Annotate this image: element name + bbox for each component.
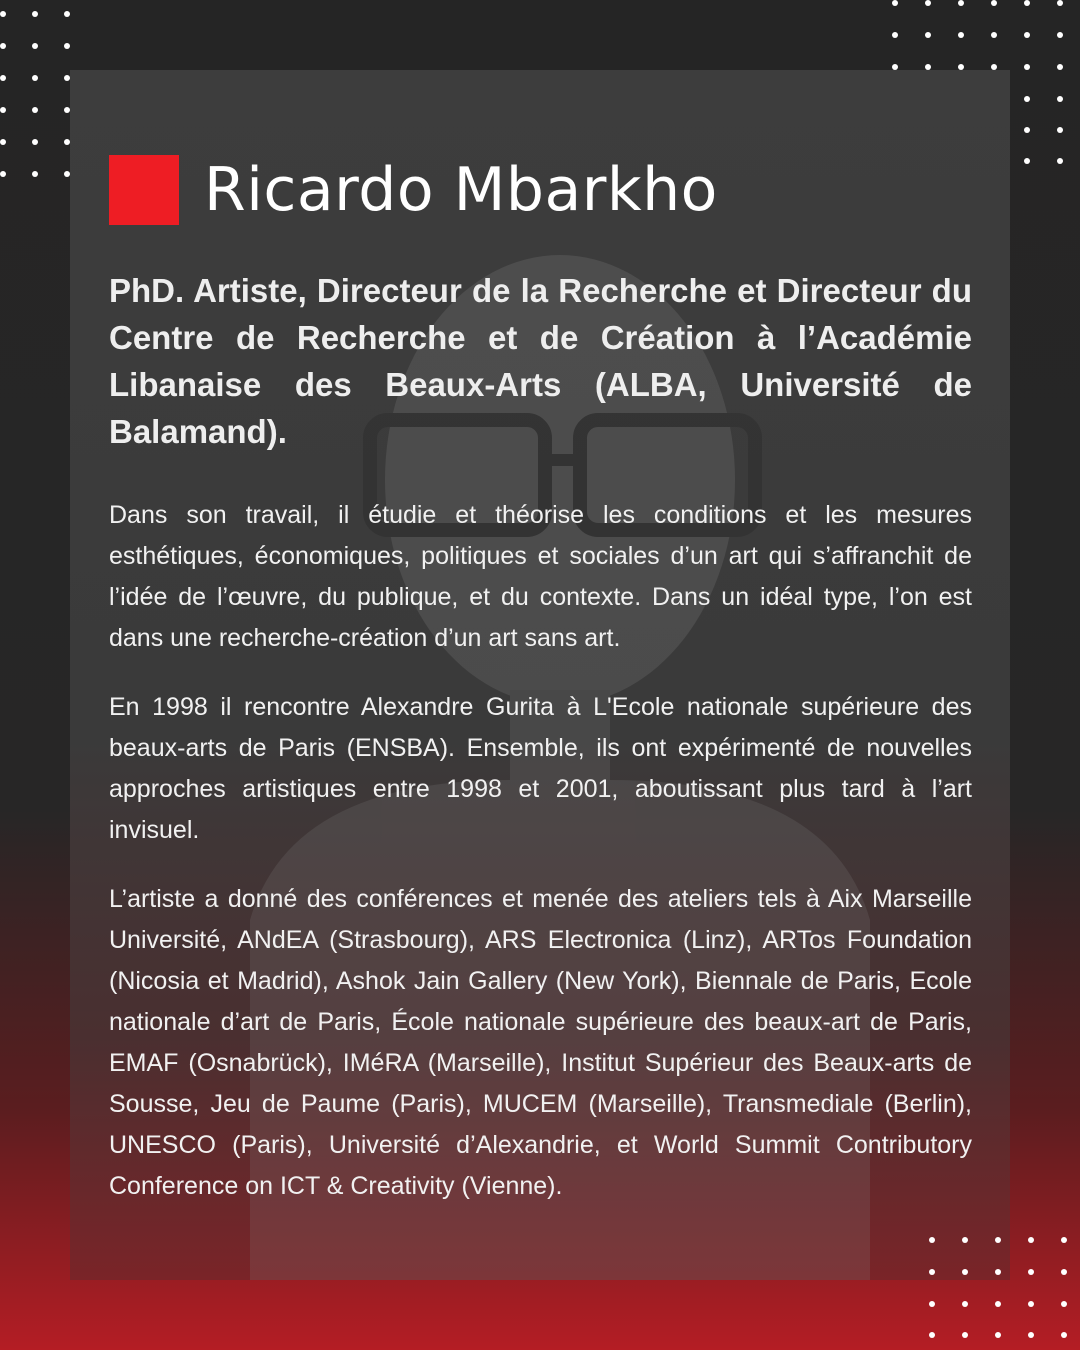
dot-grid-top-left bbox=[0, 0, 80, 190]
bio-content bbox=[109, 150, 972, 1232]
bio-paragraph-1: Dans son travail, il étudie et théorise les conditions et les mesures esthétiques, économiques, politiques et sociales d’un art qui s’affranchit de l’idée de l’œuvre, du publique, et du contexte. Dans un idéal type, l’on est dans une recherche-création d’un art sans art. bbox=[109, 501, 972, 652]
accent-square bbox=[109, 155, 179, 225]
dot-grid-bottom-right bbox=[915, 1225, 1080, 1350]
person-name: Ricardo Mbarkho bbox=[204, 155, 718, 225]
title-row bbox=[109, 150, 972, 230]
bio-paragraph-2: En 1998 il rencontre Alexandre Gurita à L'Ecole nationale supérieure des beaux-arts de Paris (ENSBA). Ensemble, ils ont expérimenté de nouvelles approches artistiques entre 1998 et 2001, aboutissant plus tard à l’art invisuel. bbox=[109, 693, 972, 844]
headline: PhD. Artiste, Directeur de la Recherche et Directeur du Centre de Recherche et de Création à l’Académie Libanaise des Beaux-Arts (ALBA, Université de Balamand). bbox=[109, 272, 972, 450]
bio-paragraph-3: L’artiste a donné des conférences et menée des ateliers tels à Aix Marseille Université, ANdEA (Strasbourg), ARS Electronica (Linz), ARTos Foundation (Nicosia et Madrid), Ashok Jain Gallery (New York), Biennale de Paris, Ecole nationale d’art de Paris, École nationale supérieure des beaux-art de Paris, EMAF (Osnabrück), IMéRA (Marseille), Institut Supérieur des Beaux-arts de Sousse, Jeu de Paume (Paris), MUCEM (Marseille), Transmediale (Berlin), UNESCO (Paris), Université d’Alexandrie, et World Summit Contributory Conference on ICT & Creativity (Vienne). bbox=[109, 885, 972, 1200]
